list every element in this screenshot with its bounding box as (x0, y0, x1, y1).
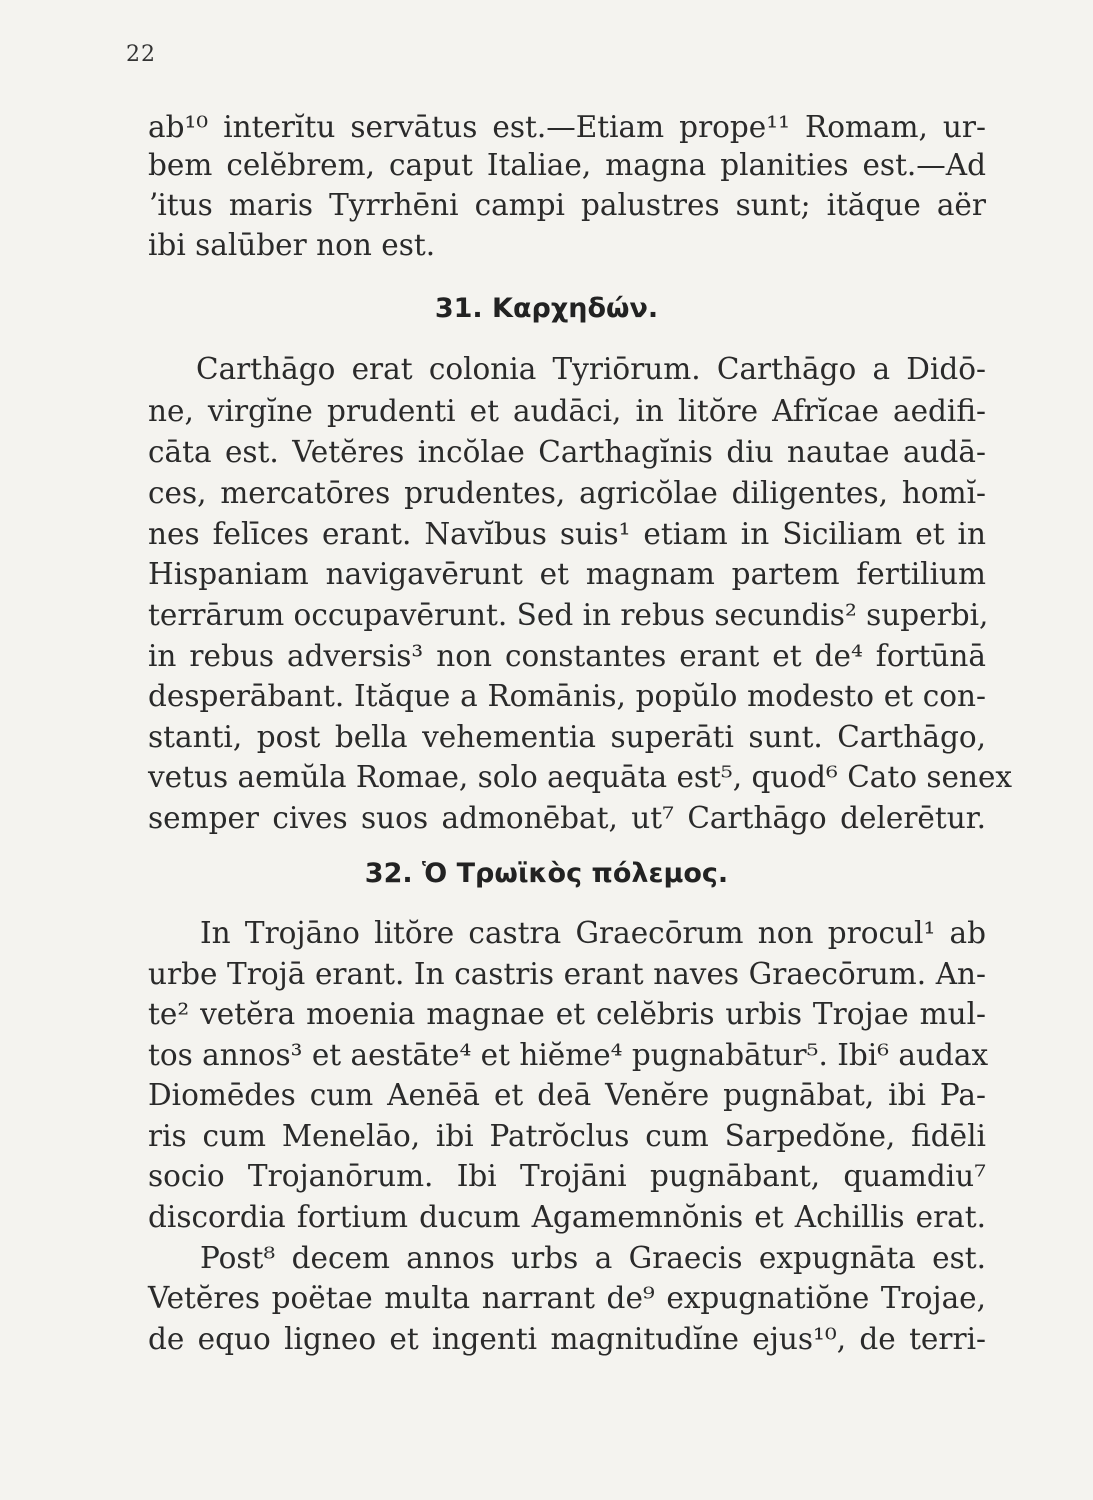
text-line: socio Trojanōrum. Ibi Trojāni pugnābant, quamdiu⁷ (148, 1159, 986, 1193)
text-line: Post⁸ decem annos urbs a Graecis expugnāta est. (200, 1241, 986, 1275)
text-line: bem celĕbrem, caput Italiae, magna planities est.—Ad (148, 148, 986, 182)
page-number: 22 (126, 42, 156, 67)
text-line: ne, virgĭne prudenti et audāci, in litŏre Afrĭcae aedifi- (148, 394, 986, 428)
text-line: In Trojāno litŏre castra Graecōrum non procul¹ ab (200, 916, 986, 950)
text-line: desperābant. Ităque a Romānis, popŭlo modesto et con- (148, 679, 986, 713)
text-line: Hispaniam navigavērunt et magnam partem fertilium (148, 557, 986, 591)
text-line: vetus aemŭla Romae, solo aequāta est⁵, quod⁶ Cato senex (148, 760, 1013, 794)
text-line: cāta est. Vetĕres incŏlae Carthagĭnis diu nautae audā- (148, 435, 986, 469)
text-line: ces, mercatōres prudentes, agricŏlae diligentes, homĭ- (148, 476, 986, 510)
text-line: stanti, post bella vehementia superāti sunt. Carthāgo, (148, 720, 986, 754)
text-line: in rebus adversis³ non constantes erant et de⁴ fortūnā (148, 639, 986, 673)
text-line: ab¹⁰ interĭtu servātus est.—Etiam prope¹¹ Romam, ur- (148, 110, 986, 144)
text-line: ris cum Menelāo, ibi Patrŏclus cum Sarpedŏne, fidēli (148, 1119, 986, 1153)
text-line: ʼitus maris Tyrrhēni campi palustres sunt; ităque aër (148, 188, 986, 222)
text-line: nes felīces erant. Navĭbus suis¹ etiam in Siciliam et in (148, 517, 986, 551)
text-line: semper cives suos admonēbat, ut⁷ Carthāgo delerētur. (148, 801, 986, 835)
text-line: urbe Trojā erant. In castris erant naves Graecōrum. An- (148, 957, 986, 991)
text-line: Diomēdes cum Aenēā et deā Venĕre pugnābat, ibi Pa- (148, 1078, 986, 1112)
text-line: ibi salūber non est. (148, 228, 436, 262)
text-line: terrārum occupavērunt. Sed in rebus secundis² superbi, (148, 598, 989, 632)
section-heading-31: 31. Καρχηδών. (434, 293, 659, 324)
section-heading-32: 32. Ὁ Τρωϊκὸς πόλεμος. (364, 858, 729, 889)
text-line: de equo ligneo et ingenti magnitudĭne ejus¹⁰, de terri- (148, 1322, 986, 1356)
text-line: Vetĕres poëtae multa narrant de⁹ expugnatiŏne Trojae, (148, 1281, 986, 1315)
text-line: tos annos³ et aestāte⁴ et hiĕme⁴ pugnabātur⁵. Ibi⁶ audax (148, 1038, 989, 1072)
text-line: discordia fortium ducum Agamemnŏnis et Achillis erat. (148, 1200, 986, 1234)
text-line: te² vetĕra moenia magnae et celĕbris urbis Trojae mul- (148, 997, 986, 1031)
text-line: Carthāgo erat colonia Tyriōrum. Carthāgo a Didō- (196, 352, 986, 386)
